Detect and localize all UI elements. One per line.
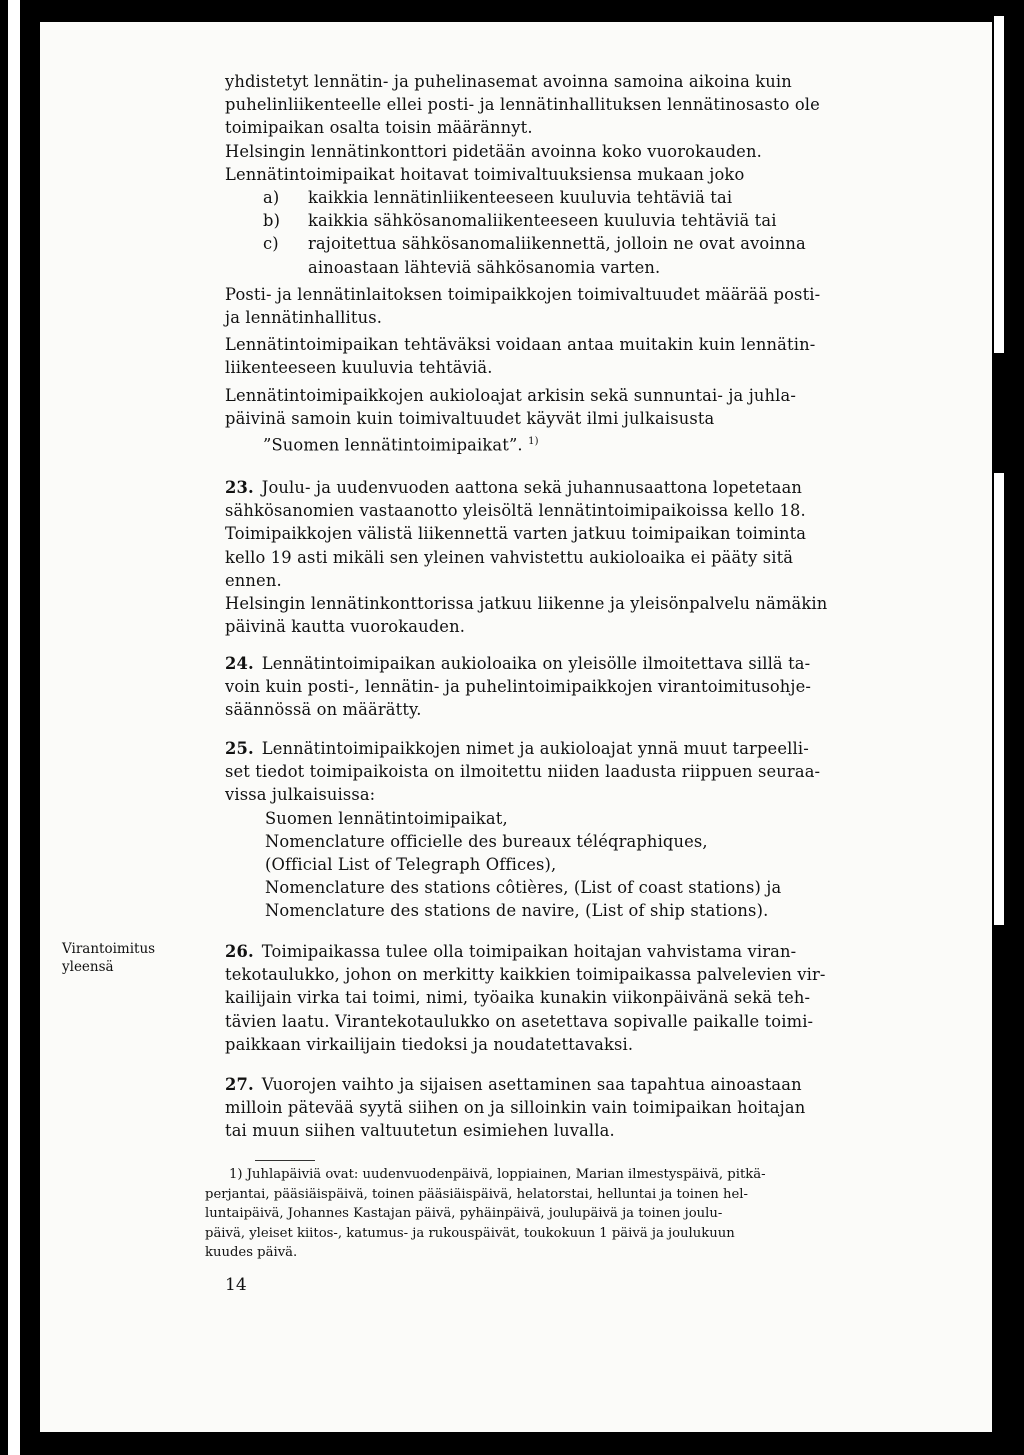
list-item: Suomen lennätintoimipaikat, (265, 808, 508, 828)
text-span: Vuorojen vaihto ja sijaisen asettaminen saa tapahtua ainoastaan (261, 1075, 802, 1094)
text-line: päivinä samoin kuin toimivaltuudet käyvät ilmi julkaisusta (225, 408, 715, 428)
text-line: kello 19 asti mikäli sen yleinen vahvistettu aukioloaika ei pääty sitä (225, 547, 794, 567)
text-span: Lennätintoimipaikan aukioloaika on yleisölle ilmoitettava sillä ta- (261, 654, 811, 673)
list-item: Nomenclature officielle des bureaux téléqraphiques, (265, 831, 708, 851)
option-list (225, 186, 925, 279)
scan-edge-left (8, 0, 20, 1455)
text-line: Helsingin lennätinkonttorissa jatkuu liikenne ja yleisönpalvelu nämäkin (225, 594, 828, 614)
text-line: Helsingin lennätinkonttori pidetään avoinna koko vuorokauden. (225, 141, 762, 161)
text-line: paikkaan virkailijain tiedoksi ja noudatettavaksi. (225, 1034, 634, 1054)
text-line: Lennätintoimipaikkojen aukioloajat arkisin sekä sunnuntai- ja juhla- (225, 385, 797, 405)
option-text: kaikkia lennätinliikenteeseen kuuluvia tehtäviä tai (308, 188, 733, 208)
text-line: vissa julkaisuissa: (225, 785, 376, 805)
text-line: tekotaulukko, johon on merkitty kaikkien toimipaikassa palvelevien vir- (225, 965, 826, 985)
text-line: yhdistetyt lennätin- ja puhelinasemat avoinna samoina aikoina kuin (225, 72, 792, 91)
text-line (225, 1073, 925, 1096)
section-number: 23. (225, 478, 254, 497)
text-line: Lennätintoimipaikat hoitavat toimivaltuuksiensa mukaan joko (225, 164, 745, 184)
margin-note-line: Virantoimitus (62, 941, 156, 957)
footnote-line: perjantai, pääsiäispäivä, toinen pääsiäispäivä, helatorstai, helluntai ja toinen hel- (205, 1186, 748, 1202)
footnote-line (205, 1165, 766, 1185)
text-span: Toimipaikassa tulee olla toimipaikan hoitajan vahvistama viran- (261, 942, 797, 961)
footnote-line: päivä, yleiset kiitos-, katumus- ja rukouspäivät, toukokuun 1 päivä ja joulukuun (205, 1225, 735, 1241)
text-line: liikenteeseen kuuluvia tehtäviä. (225, 358, 493, 378)
list-item: Nomenclature des stations côtières, (List of coast stations) ja (265, 878, 782, 898)
option-text: rajoitettua sähkösanomaliikennettä, jolloin ne ovat avoinna (308, 234, 806, 254)
text-line: toimipaikan osalta toisin määrännyt. (225, 118, 533, 138)
page-number: 14 (225, 1275, 247, 1295)
text-line (225, 940, 925, 963)
footnote-marker: 1) (229, 1167, 243, 1182)
option-text: kaikkia sähkösanomaliikenteeseen kuuluvia tehtäviä tai (308, 211, 777, 231)
scan-edge-right-middle (994, 473, 1004, 925)
text-line: Posti- ja lennätinlaitoksen toimipaikkojen toimivaltuudet määrää posti- (225, 284, 821, 304)
option-label: a) (263, 188, 280, 208)
text-line: set tiedot toimipaikoista on ilmoitettu niiden laadusta riippuen seuraa- (225, 762, 821, 782)
option-a (263, 186, 925, 209)
section-number: 24. (225, 654, 254, 673)
text-line: ennen. (225, 570, 282, 590)
text-line (225, 652, 925, 675)
text-line: puhelinliikenteelle ellei posti- ja lennätinhallituksen lennätinosasto ole (225, 95, 820, 115)
section-26 (225, 940, 925, 1056)
section-24 (225, 652, 925, 722)
option-label: b) (263, 211, 281, 231)
text-line: Lennätintoimipaikan tehtäväksi voidaan antaa muitakin kuin lennätin- (225, 335, 816, 355)
text-line: säännössä on määrätty. (225, 700, 422, 720)
option-label: c) (263, 234, 279, 254)
text-span: Joulu- ja uudenvuoden aattona sekä juhannusaattona lopetetaan (261, 478, 803, 497)
list-item: (Official List of Telegraph Offices), (265, 855, 557, 875)
section-25 (225, 737, 925, 923)
publication-list (225, 807, 925, 923)
footnote-line: luntaipäivä, Johannes Kastajan päivä, pyhäinpäivä, joulupäivä ja toinen joulu- (205, 1206, 723, 1221)
text-line: kailijain virka tai toimi, nimi, työaika kunakin viikonpäivänä sekä teh- (225, 988, 811, 1008)
margin-note (62, 940, 155, 976)
list-item: Nomenclature des stations de navire, (List of ship stations). (265, 901, 769, 921)
footnote-rule (255, 1160, 315, 1161)
section-27 (225, 1073, 925, 1143)
text-line (225, 430, 925, 457)
option-text: ainoastaan lähteviä sähkösanomia varten. (308, 257, 661, 277)
text-line: voin kuin posti-, lennätin- ja puhelintoimipaikkojen virantoimitusohje- (225, 677, 812, 697)
text-span: Lennätintoimipaikkojen nimet ja aukioloajat ynnä muut tarpeelli- (261, 739, 809, 758)
text-span: Juhlapäiviä ovat: uudenvuodenpäivä, loppiainen, Marian ilmestyspäivä, pitkä- (246, 1167, 766, 1182)
section-number: 27. (225, 1075, 254, 1094)
publication-title: ”Suomen lennätintoimipaikat”. (263, 435, 523, 455)
option-b (263, 209, 925, 232)
option-c (263, 232, 925, 278)
text-line: tai muun siihen valtuutetun esimiehen luvalla. (225, 1121, 615, 1141)
section-number: 25. (225, 739, 254, 758)
margin-note-line: yleensä (62, 959, 114, 975)
section-23 (225, 476, 925, 638)
text-line (225, 737, 925, 760)
footnote (205, 1160, 766, 1263)
text-line: sähkösanomien vastaanotto yleisöltä lennätintoimipaikoissa kello 18. (225, 501, 806, 521)
text-line: Toimipaikkojen välistä liikennettä varten jatkuu toimipaikan toiminta (225, 524, 807, 544)
text-line: tävien laatu. Virantekotaulukko on asetettava sopivalle paikalle toimi- (225, 1011, 814, 1031)
footnote-line: kuudes päivä. (205, 1245, 298, 1260)
text-line: milloin pätevää syytä siihen on ja silloinkin vain toimipaikan hoitajan (225, 1098, 806, 1118)
text-line: ja lennätinhallitus. (225, 308, 383, 328)
text-line: päivinä kautta vuorokauden. (225, 617, 466, 637)
text-line (225, 476, 925, 499)
section-number: 26. (225, 942, 254, 961)
footnote-ref: 1) (528, 436, 539, 448)
top-block (225, 70, 925, 457)
scan-edge-right-top (994, 16, 1004, 353)
